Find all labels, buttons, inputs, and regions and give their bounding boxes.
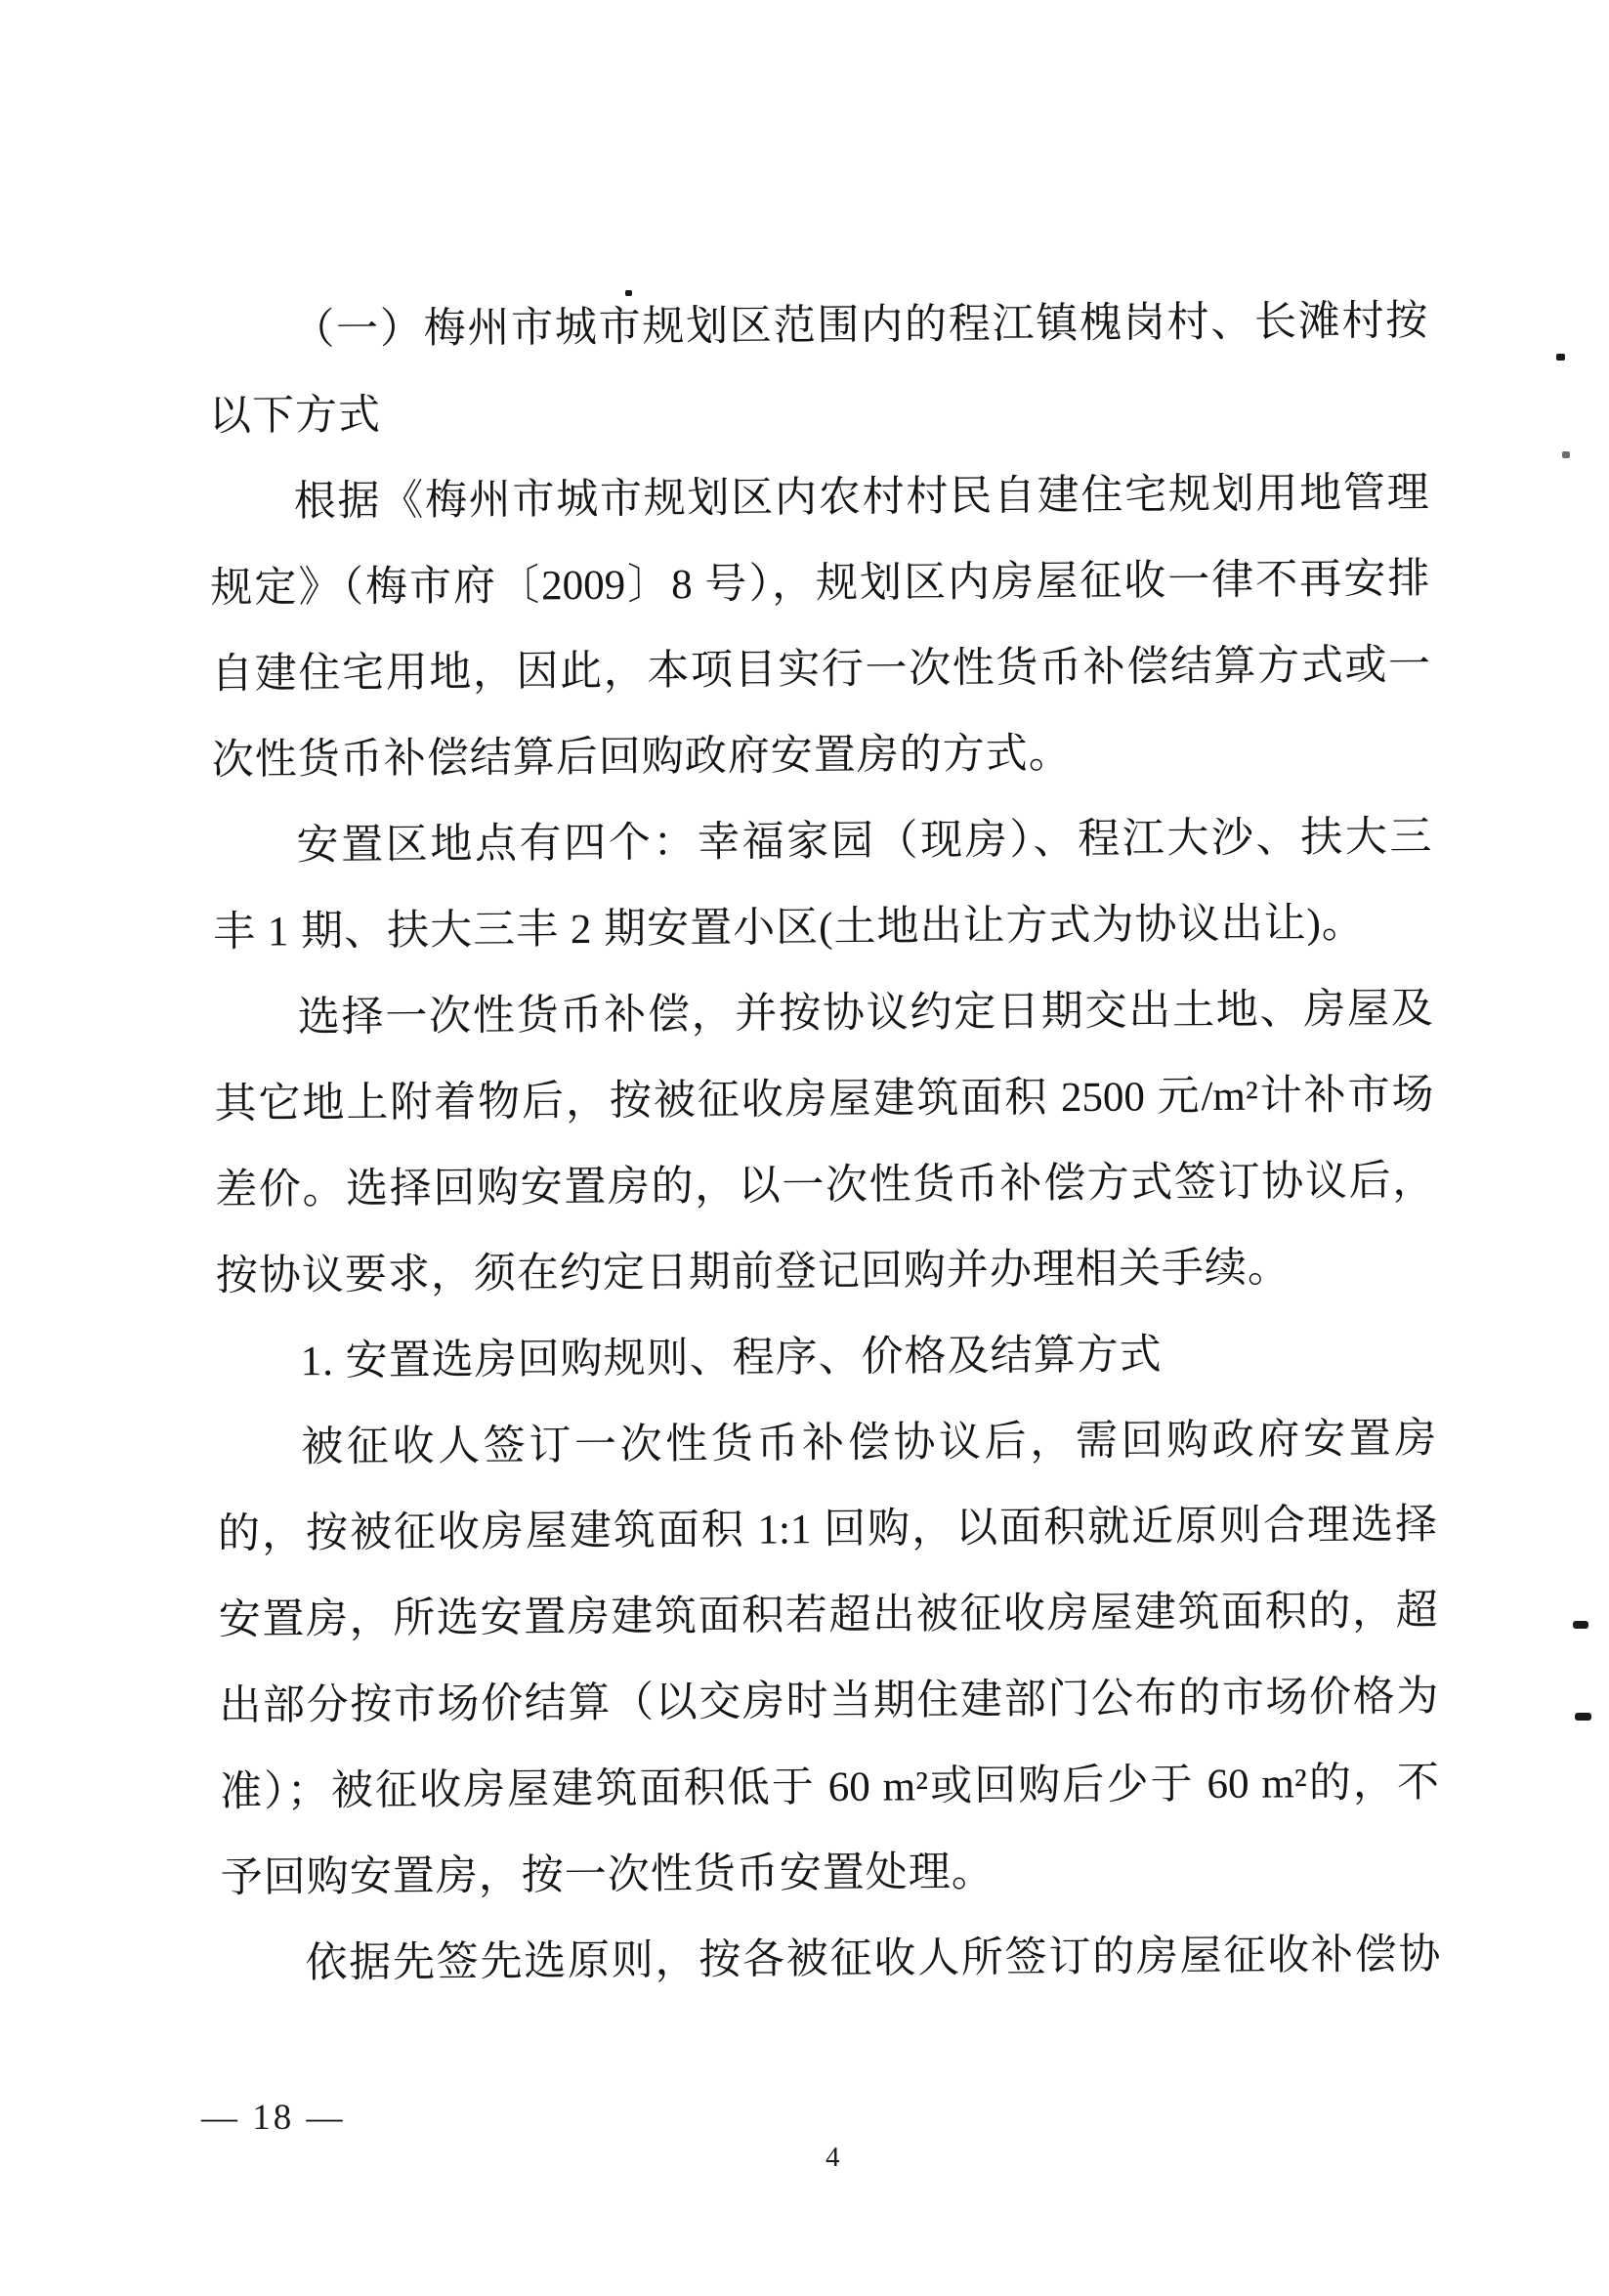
text-line: 依据先签先选原则，按各被征收人所签订的房屋征收补偿协 xyxy=(305,1932,1441,1987)
text-line: 1. 安置选房回购规则、程序、价格及结算方式 xyxy=(300,1332,1163,1385)
document-body xyxy=(208,278,1441,2008)
text-line: 安置区地点有四个：幸福家园（现房）、程江大沙、扶大三 xyxy=(296,814,1432,870)
text-line: 其它地上附着物后，按被征收房屋建筑面积 2500 元/m²计补市场 xyxy=(214,1072,1434,1127)
scan-speck xyxy=(1575,1713,1591,1721)
text-line: 规定》（梅市府〔2009〕8 号），规划区内房屋征收一律不再安排 xyxy=(210,556,1430,612)
text-line: 按协议要求，须在约定日期前登记回购并办理相关手续。 xyxy=(215,1245,1291,1299)
text-line: 的，按被征收房屋建筑面积 1:1 回购，以面积就近原则合理选择 xyxy=(217,1502,1438,1557)
scan-speck xyxy=(1562,451,1570,458)
text-line: 以下方式 xyxy=(208,392,382,440)
text-line: 自建住宅用地，因此，本项目实行一次性货币补偿结算方式或一 xyxy=(210,642,1431,698)
text-line: 予回购安置房，按一次性货币安置处理。 xyxy=(220,1849,995,1901)
sheet-number: 4 xyxy=(826,2142,840,2173)
text-line: 准）；被征收房屋建筑面积低于 60 m²或回购后少于 60 m²的，不 xyxy=(219,1760,1440,1815)
text-line: 丰 1 期、扶大三丰 2 期安置小区(土地出让方式为协议出让)。 xyxy=(212,900,1365,956)
text-line: 出部分按市场价结算（以交房时当期住建部门公布的市场价格为 xyxy=(219,1674,1439,1729)
text-line: 被征收人签订一次性货币补偿协议后，需回购政府安置房 xyxy=(301,1416,1437,1471)
text-line: （一）梅州市城市规划区范围内的程江镇槐岗村、长滩村按 xyxy=(292,298,1428,354)
page-number-footer: — 18 — xyxy=(201,2098,346,2138)
scan-speck xyxy=(1573,1621,1588,1629)
text-line: 差价。选择回购安置房的，以一次性货币补偿方式签订协议后， xyxy=(215,1158,1435,1213)
scan-speck xyxy=(1556,354,1565,361)
text-line: 选择一次性货币补偿，并按协议约定日期交出土地、房屋及 xyxy=(297,986,1434,1042)
text-line: 根据《梅州市城市规划区内农村村民自建住宅规划用地管理 xyxy=(293,470,1429,526)
text-line: 次性货币补偿结算后回购政府安置房的方式。 xyxy=(211,731,1072,784)
text-line: 安置房，所选安置房建筑面积若超出被征收房屋建筑面积的，超 xyxy=(218,1588,1438,1643)
